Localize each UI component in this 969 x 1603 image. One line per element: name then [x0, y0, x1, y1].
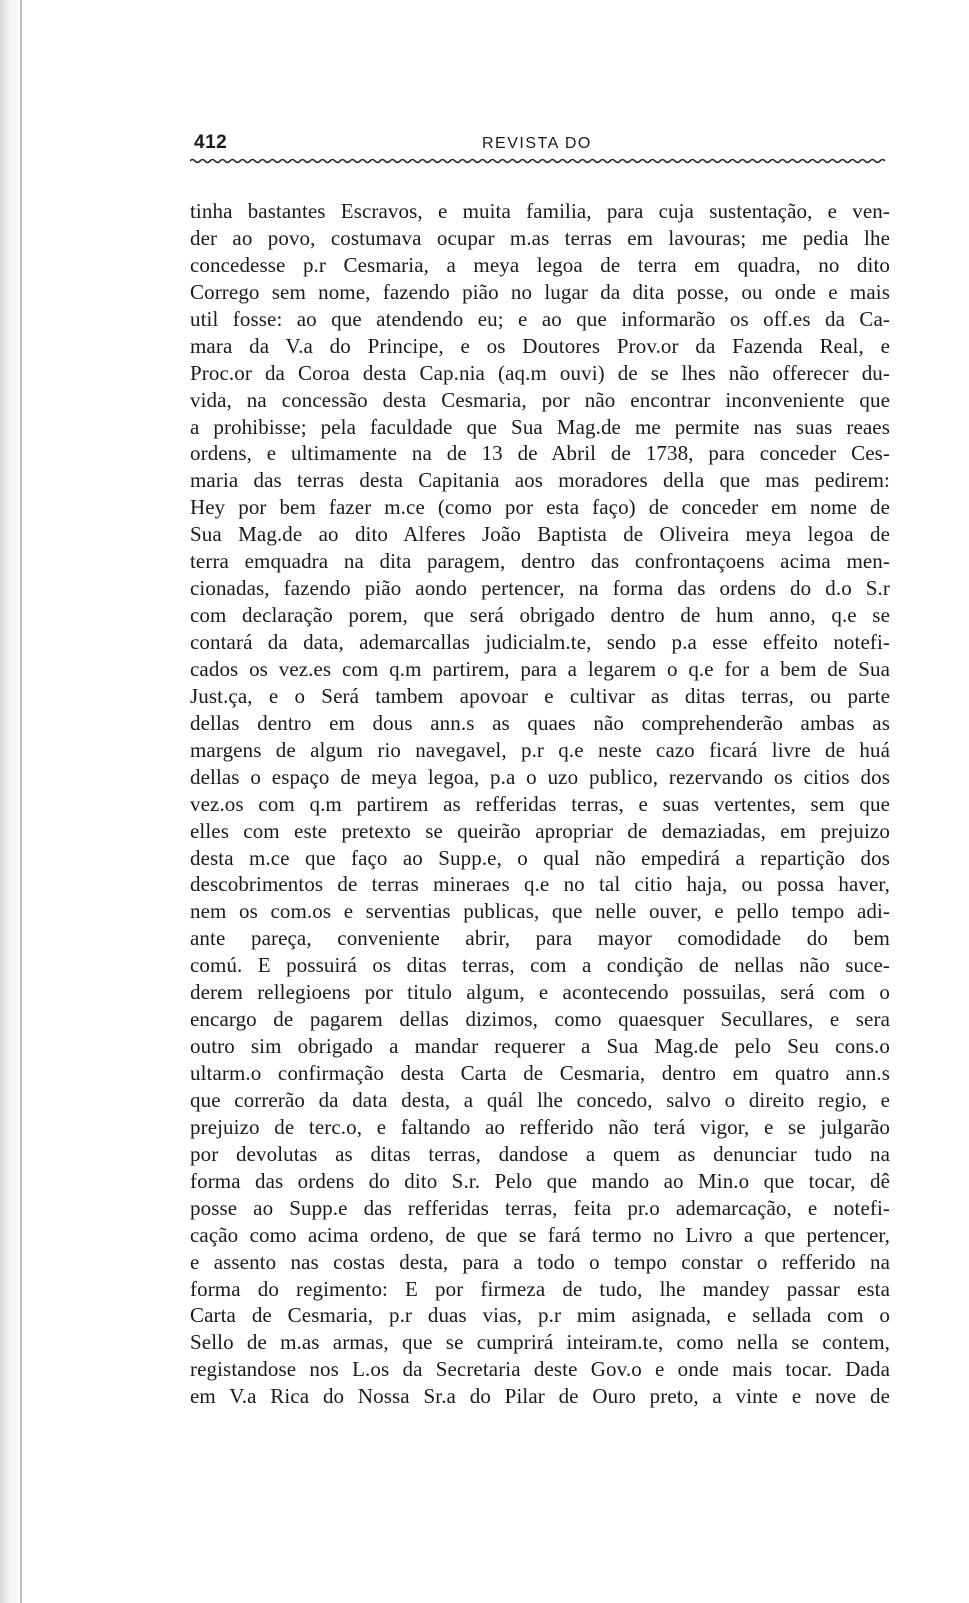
text-line: desta m.ce que faço ao Supp.e, o qual não empedirá a repartição dos [190, 845, 890, 870]
text-line: tinha bastantes Escravos, e muita familia, para cuja sustentação, e ven- [190, 199, 890, 223]
text-line: maria das terras desta Capitania aos moradores della que mas pedirem: [190, 468, 890, 493]
text-line: prejuizo de terc.o, e faltando ao refferido não terá vigor, e se julgarão [190, 1114, 890, 1139]
text-line: Just.ça, e o Será tambem apovoar e cultivar as ditas terras, ou parte [190, 683, 890, 708]
book-page [190, 128, 890, 1409]
text-line: comú. E possuirá os ditas terras, com a condição de nellas não suce- [190, 953, 890, 978]
text-line: cados os vez.es com q.m partirem, para a legarem o q.e for a bem de Sua [190, 656, 890, 681]
text-line: com declaração porem, que será obrigado dentro de hum anno, q.e se [190, 603, 890, 628]
text-line: ordens, e ultimamente na de 13 de Abril de 1738, para conceder Ces- [190, 441, 890, 466]
text-line: vez.os com q.m partirem as refferidas terras, e suas vertentes, sem que [190, 791, 890, 816]
text-line: der ao povo, costumava ocupar m.as terras em lavouras; me pedia lhe [190, 225, 890, 250]
body-text [190, 198, 890, 1410]
text-line: derem rellegioens por titulo algum, e acontecendo possuilas, será com o [190, 980, 890, 1005]
text-line: encargo de pagarem dellas dizimos, como quaesquer Secullares, e sera [190, 1007, 890, 1032]
text-line: que correrão da data desta, a quál lhe concedo, salvo o direito regio, e [190, 1087, 890, 1112]
text-line: registandose nos L.os da Secretaria deste Gov.o e onde mais tocar. Dada [190, 1357, 890, 1382]
text-line: Proc.or da Coroa desta Cap.nia (aq.m ouvi) de se lhes não offerecer du- [190, 360, 890, 385]
text-line: elles com este pretexto se queirão apropriar de demaziadas, em prejuizo [190, 818, 890, 843]
page-number: 412 [194, 132, 228, 153]
text-line: por devolutas as ditas terras, dandose a quem as denunciar tudo na [190, 1141, 890, 1166]
text-line: Hey por bem fazer m.ce (como por esta faço) de conceder em nome de [190, 495, 890, 520]
text-line: Sello de m.as armas, que se cumprirá inteiram.te, como nella se contem, [190, 1330, 890, 1355]
running-head: REVISTA DO [482, 135, 592, 152]
text-line: vida, na concessão desta Cesmaria, por não encontrar inconveniente que [190, 387, 890, 412]
text-line: util fosse: ao que atendendo eu; e ao que informarão os off.es da Ca- [190, 306, 890, 331]
text-line: forma das ordens do dito S.r. Pelo que mando ao Min.o que tocar, dê [190, 1168, 890, 1193]
text-line: concedesse p.r Cesmaria, a meya legoa de terra em quadra, no dito [190, 252, 890, 277]
text-line: contará da data, ademarcallas judicialm.te, sendo p.a esse effeito notefi- [190, 630, 890, 654]
text-line: dellas dentro em dous ann.s as quaes não comprehenderão ambas as [190, 710, 890, 735]
text-line: Carta de Cesmaria, p.r duas vias, p.r mim asignada, e sellada com o [190, 1303, 890, 1328]
text-line: cação como acima ordeno, de que se fará termo no Livro a que pertencer, [190, 1222, 890, 1247]
text-line: Corrego sem nome, fazendo pião no lugar da dita posse, ou onde e mais [190, 279, 890, 304]
book-gutter-shadow [0, 0, 34, 1603]
text-line: posse ao Supp.e das refferidas terras, feita pr.o ademarcação, e notefi- [190, 1195, 890, 1220]
text-line: descobrimentos de terras mineraes q.e no tal citio haja, ou possa haver, [190, 872, 890, 897]
text-line: mara da V.a do Principe, e os Doutores Prov.or da Fazenda Real, e [190, 333, 890, 358]
text-line: Sua Mag.de ao dito Alferes João Baptista de Oliveira meya legoa de [190, 522, 890, 547]
text-line: dellas o espaço de meya legoa, p.a o uzo publico, rezervando os citios dos [190, 764, 890, 789]
text-line: e assento nas costas desta, para a todo o tempo constar o refferido na [190, 1249, 890, 1274]
gutter-line [20, 0, 22, 1603]
header-wavy-rule [190, 158, 885, 164]
text-line: ultarm.o confirmação desta Carta de Cesmaria, dentro em quatro ann.s [190, 1061, 890, 1085]
text-line: a prohibisse; pela faculdade que Sua Mag.de me permite nas suas reaes [190, 414, 890, 439]
text-line: margens de algum rio navegavel, p.r q.e neste cazo ficará livre de huá [190, 737, 890, 762]
text-line: outro sim obrigado a mandar requerer a Sua Mag.de pelo Seu cons.o [190, 1034, 890, 1059]
text-line: nem os com.os e serventias publicas, que nelle ouver, e pello tempo adi- [190, 899, 890, 924]
text-line: em V.a Rica do Nossa Sr.a do Pilar de Ouro preto, a vinte e nove de [190, 1384, 890, 1409]
text-line: ante pareça, conveniente abrir, para mayor comodidade do bem [190, 926, 890, 951]
page-header [190, 128, 890, 164]
text-line: terra emquadra na dita paragem, dentro das confrontaçoens acima men- [190, 549, 890, 574]
text-line: cionadas, fazendo pião aondo pertencer, na forma das ordens do d.o S.r [190, 576, 890, 601]
text-line: forma do regimento: E por firmeza de tudo, lhe mandey passar esta [190, 1276, 890, 1301]
